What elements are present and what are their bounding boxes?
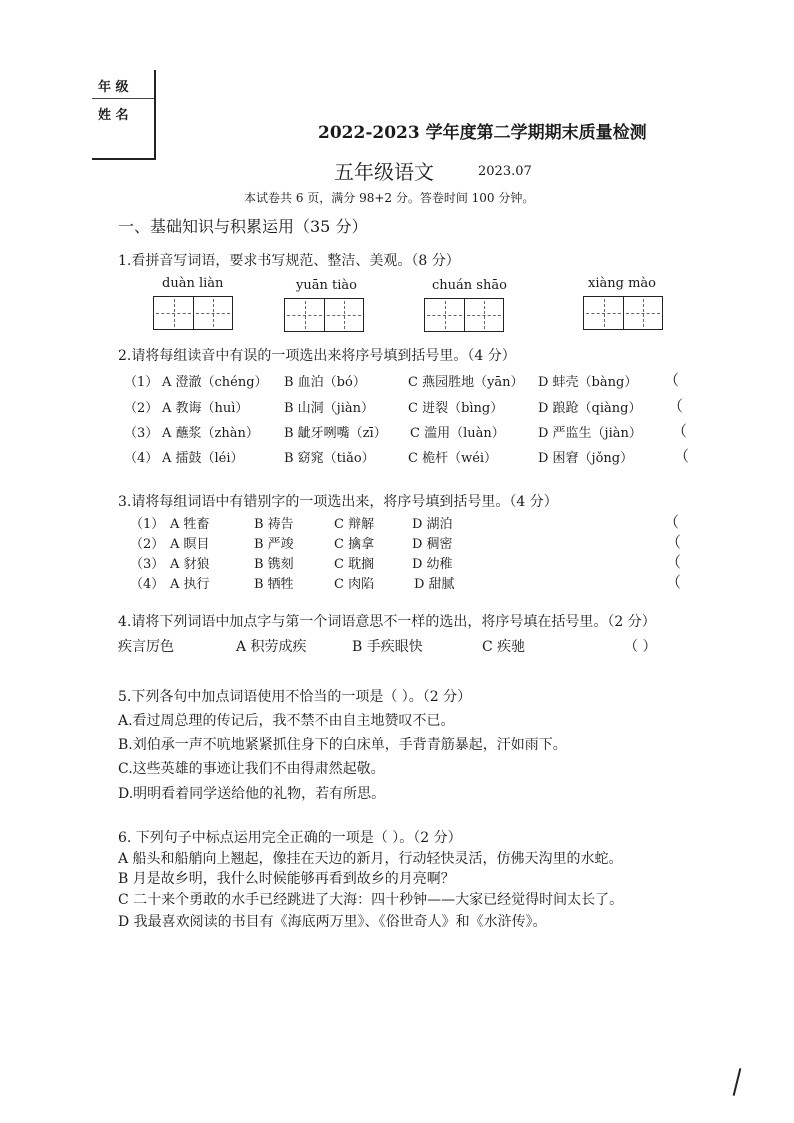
q2-row4-a: A 擂鼓（léi） [162,451,244,466]
q2-row1-c: C 燕园胜地（yān） [408,375,524,390]
q5-option-a: A.看过周总理的传记后，我不禁不由自主地赞叹不已。 [118,713,455,729]
q2-stem: 2.请将每组读音中有误的一项选出来将序号填到括号里。（4 分） [118,348,516,364]
q4-stem: 4.请将下列词语中加点字与第一个词语意思不一样的选出，将序号填在括号里。（2 分） [118,614,656,630]
q2-row1-num: （1） [124,375,159,390]
q4-option-c: C 疾驰 [482,639,526,655]
q3-row4-a: A 执行 [170,577,210,592]
q5-option-d: D.明明看着同学送给他的礼物，若有所思。 [118,786,386,802]
q3-row4-answer-paren[interactable]: （ [666,573,682,591]
q3-row4-num: （4） [130,577,165,592]
q6-option-a: A 船头和船艄向上翘起，像挂在天边的新月，行动轻快灵活，仿佛天沟里的水蛇。 [118,851,623,867]
q3-row3-d: D 幼稚 [412,557,453,572]
q1-writing-grid-1[interactable] [153,296,233,330]
q3-row2-answer-paren[interactable]: （ [666,533,682,551]
q2-row3-c: C 滥用（luàn） [410,426,505,441]
q3-row2-b: B 严竣 [254,537,294,552]
exam-title: 2022-2023 学年度第二学期期末质量检测 [318,123,647,143]
q3-row1-answer-paren[interactable]: （ [664,513,680,531]
q3-row4-c: C 肉陷 [334,577,375,592]
info-box-divider [92,98,154,99]
q2-row4-answer-paren[interactable]: （ [674,447,690,465]
q6-option-b: B 月是故乡明，我什么时候能够再看到故乡的月亮啊？ [118,871,455,887]
q2-row3-b: B 龇牙咧嘴（zī） [284,426,387,441]
q1-writing-grid-4[interactable] [583,296,663,330]
q5-stem: 5.下列各句中加点词语使用不恰当的一项是（ ）。（2 分） [118,689,472,705]
class-label: 年 级 [98,80,129,95]
q2-row4-d: D 困窘（jǒng） [538,451,634,466]
q3-row1-c: C 辩解 [334,517,375,532]
q2-row3-a: A 蘸浆（zhàn） [162,426,259,441]
exam-date: 2023.07 [478,164,532,179]
q3-row4-b: B 牺牲 [254,577,294,592]
q1-writing-grid-2[interactable] [284,298,364,332]
q3-row2-d: D 稠密 [412,537,453,552]
q6-option-d: D 我最喜欢阅读的书目有《海底两万里》、《俗世奇人》和《水浒传》。 [118,914,547,930]
q3-row3-b: B 镌刻 [254,557,294,572]
q1-pinyin-2: yuān tiào [296,278,357,293]
q2-row2-c: C 迸裂（bìng） [408,401,504,416]
q3-row1-b: B 祷告 [254,517,294,532]
q2-row2-d: D 踉跄（qiàng） [538,401,642,416]
q1-pinyin-1: duàn liàn [162,276,224,291]
q2-row1-b: B 血泊（bó） [284,375,366,390]
q2-row3-answer-paren[interactable]: （ [672,422,688,440]
q1-pinyin-4: xiàng mào [588,276,656,291]
q5-option-b: B.刘伯承一声不吭地紧紧抓住身下的白床单，手背青筋暴起，汗如雨下。 [118,737,567,753]
page-mark [733,1068,742,1096]
q4-first-word: 疾言厉色 [118,639,174,655]
q2-row2-num: （2） [124,401,159,416]
q3-row3-num: （3） [130,557,165,572]
q2-row1-a: A 澄澈（chéng） [162,375,268,390]
q3-row3-c: C 耽搁 [334,557,375,572]
q1-stem: 1.看拼音写词语，要求书写规范、整洁、美观。（8 分） [118,253,460,269]
q3-row2-c: C 擒拿 [334,537,375,552]
q5-option-c: C.这些英雄的事迹让我们不由得肃然起敬。 [118,761,385,777]
q4-option-b: B 手疾眼快 [352,639,423,655]
name-label: 姓 名 [98,108,129,123]
q2-row3-num: （3） [124,426,159,441]
q6-stem: 6. 下列句子中标点运用完全正确的一项是（ ）。（2 分） [118,830,462,846]
q2-row1-answer-paren[interactable]: （ [664,371,680,389]
q2-row4-b: B 窈窕（tiǎo） [284,451,375,466]
q3-row3-answer-paren[interactable]: （ [666,553,682,571]
section-title: 一、基础知识与积累运用（35 分） [118,217,368,236]
q3-row1-num: （1） [130,517,165,532]
exam-note: 本试卷共 6 页，满分 98+2 分。答卷时间 100 分钟。 [244,191,535,205]
q3-row4-d: D 甜腻 [414,577,455,592]
q2-row4-num: （4） [124,451,159,466]
subject-title: 五年级语文 [334,160,434,184]
q2-row2-answer-paren[interactable]: （ [668,397,684,415]
q6-option-c: C 二十来个勇敢的水手已经跳进了大海：四十秒钟——大家已经觉得时间太长了。 [118,892,624,908]
q2-row2-b: B 山洞（jiàn） [284,401,374,416]
q1-pinyin-3: chuán shāo [432,278,507,293]
q2-row1-d: D 蚌壳（bàng） [538,375,638,390]
q4-option-a: A 积劳成疾 [236,639,307,655]
q3-stem: 3.请将每组词语中有错别字的一项选出来，将序号填到括号里。（4 分） [118,494,558,510]
q3-row3-a: A 豺狼 [170,557,210,572]
q2-row4-c: C 桅杆（wéi） [408,451,498,466]
q2-row2-a: A 教诲（huì） [162,401,249,416]
q4-answer-blank[interactable]: （ ） [624,639,657,655]
q3-row2-num: （2） [130,537,165,552]
q3-row1-d: D 湖泊 [412,517,453,532]
q3-row1-a: A 牲畜 [170,517,210,532]
q2-row3-d: D 严监生（jiàn） [538,426,642,441]
q1-writing-grid-3[interactable] [424,298,504,332]
q3-row2-a: A 瞑目 [170,537,210,552]
